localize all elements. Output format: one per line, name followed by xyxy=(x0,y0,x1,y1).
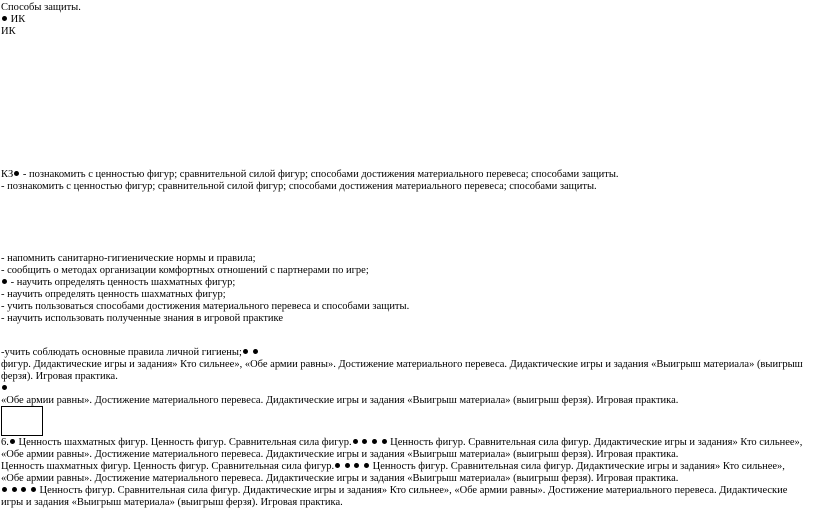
paragraph-1: фигур. Дидактические игры и задания» Кто сильнее», «Обе армии равны». Достижение материального перевеса. Дидактические игры и задания «Выигрыш материала» (выигрыш ферзя). Игровая практика. xyxy=(1,359,803,382)
paragraph-4-b: Ценность фигур. Сравнительная сила фигур. Дидактические игры и задания» Кто сильнее», «Обе армии равны». Достижение материального перевеса. Дидактические игры и задания «Выигрыш материала» (выигрыш ферзя). Игровая практика. xyxy=(1,461,785,484)
task-line: - научить использовать полученные знания в игровой практике xyxy=(1,313,284,324)
goal-text-1: - познакомить с ценностью фигур; сравнительной силой фигур; способами достижения материального перевеса; способами защиты. xyxy=(20,169,619,180)
bullet-icon xyxy=(382,439,387,444)
bullet-icon xyxy=(31,487,36,492)
bullet-icon xyxy=(2,16,7,21)
task-line: - напомнить санитарно-гигиенические нормы и правила; xyxy=(1,253,256,264)
goal-line-2: - познакомить с ценностью фигур; сравнительной силой фигур; способами достижения материального перевеса; способами защиты. xyxy=(1,181,597,192)
empty-frame xyxy=(1,406,43,436)
heading: Способы защиты. xyxy=(1,2,81,13)
ik-label: ИК xyxy=(10,14,26,25)
bullet-icon xyxy=(12,487,17,492)
bullet-icon xyxy=(253,349,258,354)
rules-text: -учить соблюдать основные правила личной гигиены; xyxy=(1,347,242,358)
bullet-icon xyxy=(354,463,359,468)
task-line: - учить пользоваться способами достижения материального перевеса и способами защиты. xyxy=(1,301,410,312)
kz-label: КЗ xyxy=(1,169,14,180)
task-line: - научить определять ценность шахматных фигур; xyxy=(1,289,226,300)
bullet-icon xyxy=(362,439,367,444)
bullet-icon xyxy=(2,279,7,284)
bullet-icon xyxy=(2,487,7,492)
task-text: - научить определять ценность шахматных фигур; xyxy=(8,277,236,288)
bullet-icon xyxy=(345,463,350,468)
bullet-icon xyxy=(21,487,26,492)
ik-line-2: ИК xyxy=(1,26,16,37)
paragraph-3-b: Ценность фигур. Сравнительная сила фигур. Дидактические игры и задания» Кто сильнее», «Обе армии равны». Достижение материального перевеса. Дидактические игры и задания «Выигрыш материала» (выигрыш ферзя). Игровая практика. xyxy=(1,437,803,460)
task-line xyxy=(1,277,235,289)
bullet-icon xyxy=(335,463,340,468)
goal-line-1 xyxy=(1,169,619,181)
bullet-icon xyxy=(14,171,19,176)
bullet-line xyxy=(1,383,8,395)
paragraph-4-a: Ценность шахматных фигур. Ценность фигур. Сравнительная сила фигур. xyxy=(1,461,335,472)
paragraph-3-a: Ценность шахматных фигур. Ценность фигур. Сравнительная сила фигур. xyxy=(15,437,352,448)
paragraph-3 xyxy=(1,437,809,461)
bullet-icon xyxy=(372,439,377,444)
bullet-icon xyxy=(353,439,358,444)
item-number: 6. xyxy=(1,437,9,448)
paragraph-5 xyxy=(1,485,809,509)
rules-line xyxy=(1,347,259,359)
bullet-icon xyxy=(364,463,369,468)
bullet-icon xyxy=(2,385,7,390)
paragraph-2: «Обе армии равны». Достижение материального перевеса. Дидактические игры и задания «Выигрыш материала» (выигрыш ферзя). Игровая практика. xyxy=(1,395,679,406)
paragraph-5-text: Ценность фигур. Сравнительная сила фигур. Дидактические игры и задания» Кто сильнее», «Обе армии равны». Достижение материального перевеса. Дидактические игры и задания «Выигрыш материала» (выигрыш ферзя). Игровая практика. xyxy=(1,485,788,508)
bullet-icon xyxy=(10,439,15,444)
ik-line-1 xyxy=(1,14,25,26)
bullet-icon xyxy=(243,349,248,354)
task-line: - сообщить о методах организации комфортных отношений с партнерами по игре; xyxy=(1,265,369,276)
paragraph-4 xyxy=(1,461,809,485)
